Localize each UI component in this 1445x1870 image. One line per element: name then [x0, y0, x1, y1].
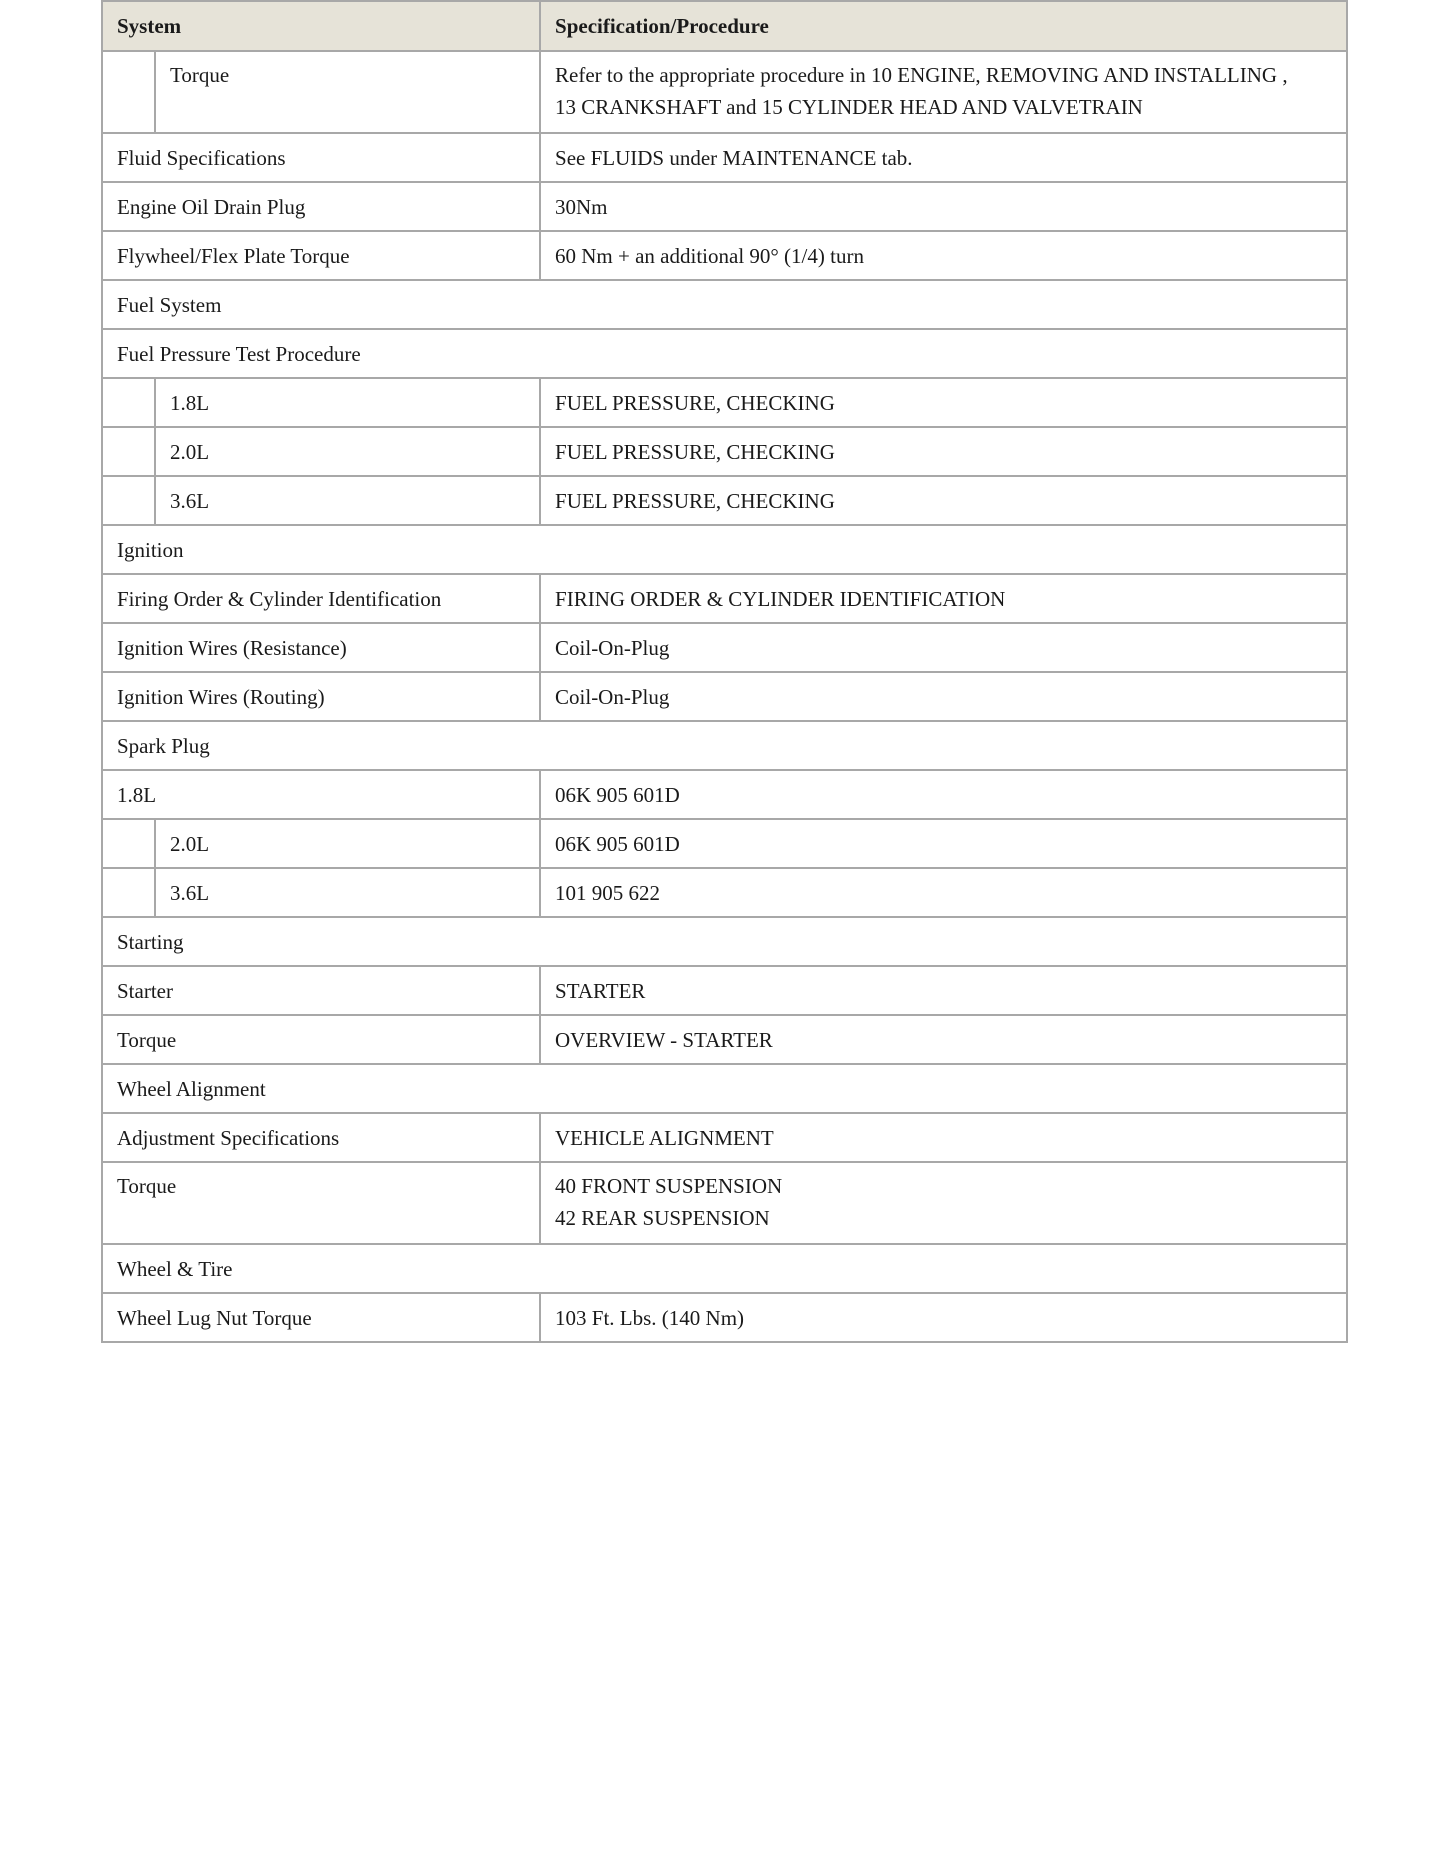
section-row [102, 1064, 1347, 1113]
table-row [102, 1162, 1347, 1244]
header-system: System [102, 1, 540, 51]
section-heading: Fuel System [102, 280, 1347, 329]
indent-gutter [102, 476, 155, 525]
table-row [102, 623, 1347, 672]
row-value: Coil-On-Plug [540, 672, 1347, 721]
table-row [102, 1015, 1347, 1064]
table-row [102, 1113, 1347, 1162]
table-row [102, 770, 1347, 819]
section-heading: Ignition [102, 525, 1347, 574]
row-label: Ignition Wires (Routing) [102, 672, 540, 721]
row-value: Coil-On-Plug [540, 623, 1347, 672]
row-value [540, 51, 1347, 133]
row-value [540, 1162, 1347, 1244]
row-value: FUEL PRESSURE, CHECKING [540, 427, 1347, 476]
table-row [102, 868, 1347, 917]
row-value: STARTER [540, 966, 1347, 1015]
subsection-row [102, 329, 1347, 378]
row-value: 06K 905 601D [540, 819, 1347, 868]
row-label: Ignition Wires (Resistance) [102, 623, 540, 672]
row-label: Torque [155, 51, 540, 133]
row-label: 2.0L [155, 427, 540, 476]
table-row [102, 819, 1347, 868]
indent-gutter [102, 868, 155, 917]
table-row [102, 574, 1347, 623]
section-heading: Wheel & Tire [102, 1244, 1347, 1293]
table-row [102, 476, 1347, 525]
row-value-line: Refer to the appropriate procedure in 10 ENGINE, REMOVING AND INSTALLING , [555, 63, 1288, 87]
row-label: 3.6L [155, 868, 540, 917]
row-label: 1.8L [155, 378, 540, 427]
indent-gutter [102, 51, 155, 133]
row-value: FIRING ORDER & CYLINDER IDENTIFICATION [540, 574, 1347, 623]
row-value: See FLUIDS under MAINTENANCE tab. [540, 133, 1347, 182]
section-heading: Spark Plug [102, 721, 1347, 770]
table-row [102, 427, 1347, 476]
row-label: Engine Oil Drain Plug [102, 182, 540, 231]
section-row [102, 280, 1347, 329]
row-value: 103 Ft. Lbs. (140 Nm) [540, 1293, 1347, 1342]
row-label: Firing Order & Cylinder Identification [102, 574, 540, 623]
subsection-heading: Fuel Pressure Test Procedure [102, 329, 1347, 378]
table-row [102, 966, 1347, 1015]
row-label: 1.8L [102, 770, 540, 819]
row-value: FUEL PRESSURE, CHECKING [540, 476, 1347, 525]
row-value: VEHICLE ALIGNMENT [540, 1113, 1347, 1162]
section-row [102, 721, 1347, 770]
row-label: Flywheel/Flex Plate Torque [102, 231, 540, 280]
row-value-line: 13 CRANKSHAFT and 15 CYLINDER HEAD AND VALVETRAIN [555, 95, 1143, 119]
section-heading: Wheel Alignment [102, 1064, 1347, 1113]
table-row [102, 51, 1347, 133]
table-header-row [102, 1, 1347, 51]
table-row [102, 378, 1347, 427]
row-value: 06K 905 601D [540, 770, 1347, 819]
row-value-line: 40 FRONT SUSPENSION [555, 1174, 783, 1198]
indent-gutter [102, 819, 155, 868]
row-value: 60 Nm + an additional 90° (1/4) turn [540, 231, 1347, 280]
row-label: Wheel Lug Nut Torque [102, 1293, 540, 1342]
row-value: OVERVIEW - STARTER [540, 1015, 1347, 1064]
section-row [102, 1244, 1347, 1293]
row-value: 101 905 622 [540, 868, 1347, 917]
row-value: 30Nm [540, 182, 1347, 231]
indent-gutter [102, 378, 155, 427]
section-heading: Starting [102, 917, 1347, 966]
row-label: 3.6L [155, 476, 540, 525]
table-row [102, 1293, 1347, 1342]
header-spec: Specification/Procedure [540, 1, 1347, 51]
specification-table [101, 0, 1348, 1343]
row-label: Starter [102, 966, 540, 1015]
row-label: Torque [102, 1015, 540, 1064]
table-row [102, 133, 1347, 182]
row-value-line: 42 REAR SUSPENSION [555, 1206, 770, 1230]
row-label: Torque [102, 1162, 540, 1244]
indent-gutter [102, 427, 155, 476]
row-value: FUEL PRESSURE, CHECKING [540, 378, 1347, 427]
table-row [102, 231, 1347, 280]
row-label: Fluid Specifications [102, 133, 540, 182]
row-label: Adjustment Specifications [102, 1113, 540, 1162]
row-label: 2.0L [155, 819, 540, 868]
section-row [102, 917, 1347, 966]
section-row [102, 525, 1347, 574]
table-row [102, 672, 1347, 721]
table-row [102, 182, 1347, 231]
